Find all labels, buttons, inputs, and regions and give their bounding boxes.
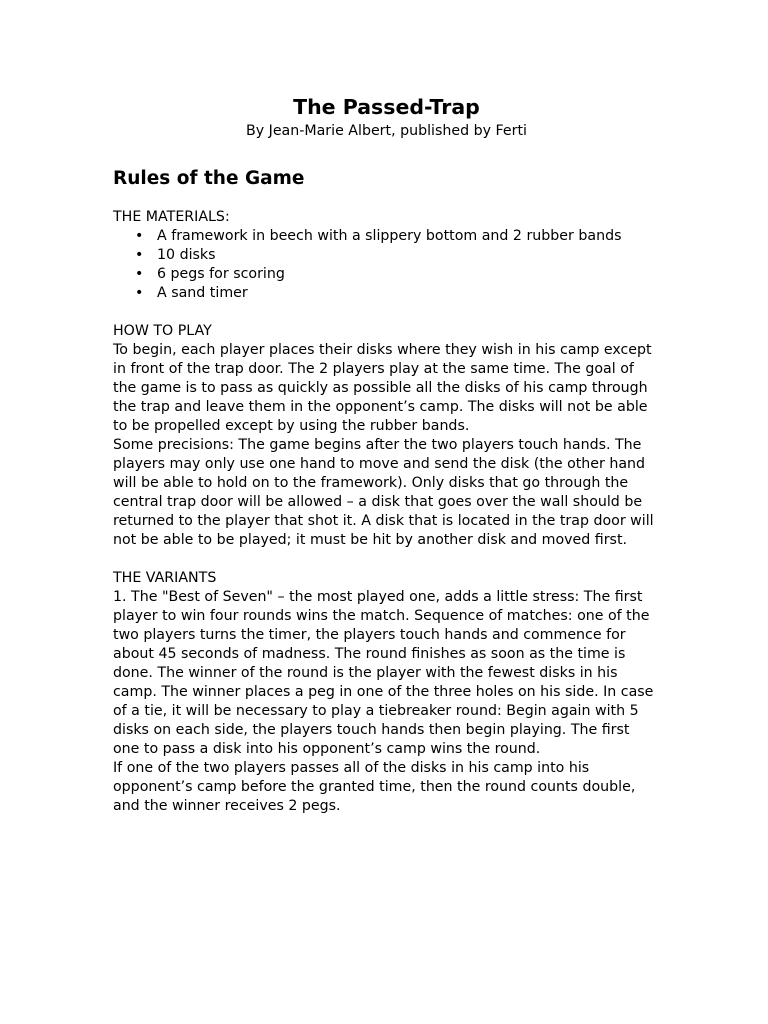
materials-heading: THE MATERIALS: — [113, 209, 230, 225]
rules-heading: Rules of the Game — [113, 168, 305, 189]
list-item — [133, 227, 658, 246]
list-item-text: A framework in beech with a slippery bottom and 2 rubber bands — [157, 228, 622, 244]
list-item — [133, 284, 658, 303]
how-to-play-paragraph-2: Some precisions: The game begins after the two players touch hands. The players may only use one hand to move and send the disk (the other hand will be able to hold on to the framework). Only disks that go through the central trap door will be allowed – a disk that goes over the wall should be returned to the player that shot it. A disk that is located in the trap door will not be able to be played; it must be hit by another disk and moved first. — [113, 437, 654, 548]
variants-heading: THE VARIANTS — [113, 570, 217, 586]
how-to-play-heading: HOW TO PLAY — [113, 323, 212, 339]
bullet-icon: • — [135, 247, 144, 263]
document-page — [113, 94, 658, 816]
list-item-text: A sand timer — [157, 285, 248, 301]
bullet-icon: • — [135, 285, 144, 301]
bullet-icon: • — [135, 266, 144, 282]
list-item — [133, 265, 658, 284]
list-item — [133, 246, 658, 265]
document-title: The Passed-Trap — [293, 95, 480, 119]
bullet-icon: • — [135, 228, 144, 244]
variants-paragraph-2: If one of the two players passes all of the disks in his camp into his opponent’s camp before the granted time, then the round counts double, and the winner receives 2 pegs. — [113, 760, 636, 814]
variants-paragraph-1: 1. The "Best of Seven" – the most played one, adds a little stress: The first player to win four rounds wins the match. Sequence of matches: one of the two players turns the timer, the players touch hands and commence for about 45 seconds of madness. The round finishes as soon as the time is done. The winner of the round is the player with the fewest disks in his camp. The winner places a peg in one of the three holes on his side. In case of a tie, it will be necessary to play a tiebreaker round: Begin again with 5 disks on each side, the players touch hands then begin playing. The first one to pass a disk into his opponent’s camp wins the round. — [113, 589, 654, 757]
list-item-text: 6 pegs for scoring — [157, 266, 285, 282]
document-byline: By Jean-Marie Albert, published by Ferti — [246, 123, 527, 139]
list-item-text: 10 disks — [157, 247, 216, 263]
materials-list — [113, 227, 658, 303]
how-to-play-paragraph-1: To begin, each player places their disks where they wish in his camp except in front of the trap door. The 2 players play at the same time. The goal of the game is to pass as quickly as possible all the disks of his camp through the trap and leave them in the opponent’s camp. The disks will not be able to be propelled except by using the rubber bands. — [113, 342, 652, 434]
